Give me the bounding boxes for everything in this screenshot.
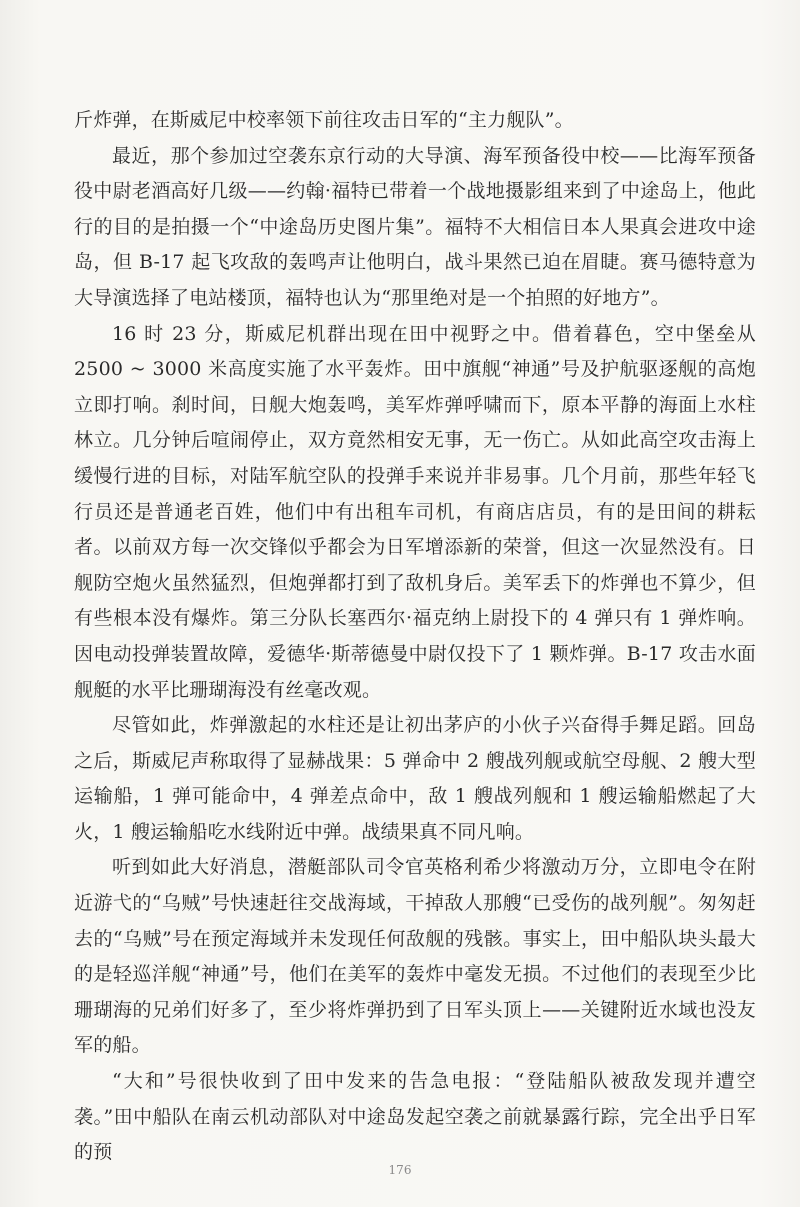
paragraph-1: 斤炸弹，在斯威尼中校率领下前往攻击日军的“主力舰队”。 <box>74 109 574 131</box>
paragraph-6: “大和”号很快收到了田中发来的告急电报：“登陆船队被敌发现并遭空袭。”田中船队在南云机动部队对中途岛发起空袭之前就暴露行踪，完全出乎日军的预 <box>74 1070 756 1164</box>
paragraph-5: 听到如此大好消息，潜艇部队司令官英格利希少将激动万分，立即电令在附近游弋的“乌贼”号快速赶往交战海域，干掉敌人那艘“已受伤的战列舰”。匆匆赶去的“乌贼”号在预定海域并未发现任何敌舰的残骸。事实上，田中船队块头最大的是轻巡洋舰“神通”号，他们在美军的轰炸中毫发无损。不过他们的表现至少比珊瑚海的兄弟们好多了，至少将炸弹扔到了日军头顶上——关键附近水域也没友军的船。 <box>74 856 756 1057</box>
body-text <box>74 103 756 1171</box>
paragraph-4: 尽管如此，炸弹激起的水柱还是让初出茅庐的小伙子兴奋得手舞足蹈。回岛之后，斯威尼声称取得了显赫战果：5 弹命中 2 艘战列舰或航空母舰、2 艘大型运输船，1 弹可能命中，4 弹差点命中，敌 1 艘战列舰和 1 艘运输船燃起了大火，1 艘运输船吃水线附近中弹。战绩果真不同凡响。 <box>74 714 756 843</box>
paragraph-3: 16 时 23 分，斯威尼机群出现在田中视野之中。借着暮色，空中堡垒从 2500 ~ 3000 米高度实施了水平轰炸。田中旗舰“神通”号及护航驱逐舰的高炮立即打响。刹时间，日舰大炮轰鸣，美军炸弹呼啸而下，原本平静的海面上水柱林立。几分钟后喧闹停止，双方竟然相安无事，无一伤亡。从如此高空攻击海上缓慢行进的目标，对陆军航空队的投弹手来说并非易事。几个月前，那些年轻飞行员还是普通老百姓，他们中有出租车司机，有商店店员，有的是田间的耕耘者。以前双方每一次交锋似乎都会为日军增添新的荣誉，但这一次显然没有。日舰防空炮火虽然猛烈，但炮弹都打到了敌机身后。美军丢下的炸弹也不算少，但有些根本没有爆炸。第三分队长塞西尔·福克纳上尉投下的 4 弹只有 1 弹炸响。因电动投弹装置故障，爱德华·斯蒂德曼中尉仅投下了 1 颗炸弹。B-17 攻击水面舰艇的水平比珊瑚海没有丝毫改观。 <box>74 322 756 701</box>
page-number: 176 <box>388 1163 412 1177</box>
paragraph-2: 最近，那个参加过空袭东京行动的大导演、海军预备役中校——比海军预备役中尉老酒高好几级——约翰·福特已带着一个战地摄影组来到了中途岛上，他此行的目的是拍摄一个“中途岛历史图片集”。福特不大相信日本人果真会进攻中途岛，但 B-17 起飞攻敌的轰鸣声让他明白，战斗果然已迫在眉睫。赛马德特意为大导演选择了电站楼顶，福特也认为“那里绝对是一个拍照的好地方”。 <box>74 144 756 309</box>
